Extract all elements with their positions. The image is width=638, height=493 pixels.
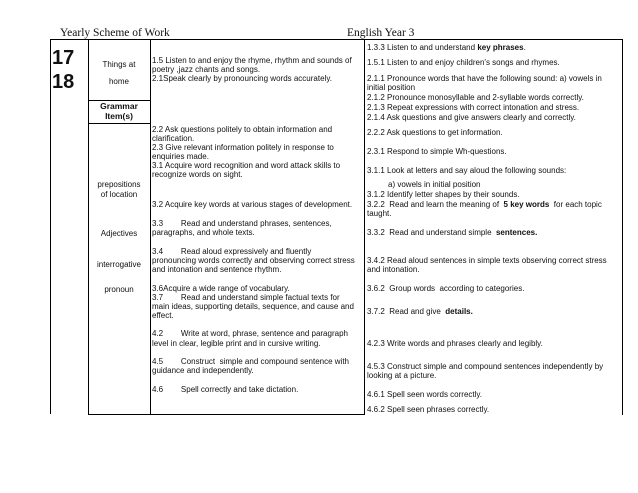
- header-left: Yearly Scheme of Work: [60, 27, 170, 39]
- objective-2-1-4: 2.1.4 Ask questions and give answers clearly and correctly.: [367, 113, 576, 122]
- col2-left-border: [150, 39, 151, 415]
- objective-2-1-1-cont: initial position: [367, 83, 416, 92]
- objective-2-2-2: 2.2.2 Ask questions to get information.: [367, 128, 503, 137]
- table-right-border: [622, 39, 623, 415]
- theme-label-2: home: [108, 77, 129, 86]
- standard-line: 3.1 Acquire word recognition and word attack skills to: [152, 161, 341, 170]
- grammar-heading-2: Item(s): [105, 111, 133, 121]
- standard-line: 3.2 Acquire key words at various stages of development.: [152, 200, 353, 209]
- standard-line: clarification.: [152, 134, 195, 143]
- grammar-heading: Grammar: [100, 101, 138, 111]
- objective-2-1-3: 2.1.3 Repeat expressions with correct intonation and stress.: [367, 103, 580, 112]
- objective-2-1-1: 2.1.1 Pronounce words that have the following sound: a) vowels in: [367, 74, 602, 83]
- objective-2-1-2: 2.1.2 Pronounce monosyllable and 2-syllable words correctly.: [367, 93, 584, 102]
- objective-4-5-3-cont: looking at a picture.: [367, 371, 437, 380]
- grammar-interrogative: interrogative: [96, 260, 142, 269]
- standard-line: 4.5 Construct simple and compound sentence with: [152, 357, 349, 366]
- standard-line: 2.3 Give relevant information politely in response to: [152, 143, 334, 152]
- objective-2-3-1: 2.3.1 Respond to simple Wh-questions.: [367, 147, 507, 156]
- col1-left-border: [88, 39, 89, 415]
- objective-3-7-2: 3.7.2 Read and give details.: [367, 307, 473, 316]
- objective-3-3-2: 3.3.2 Read and understand simple sentences.: [367, 228, 538, 237]
- table-bottom-border: [88, 414, 364, 415]
- grammar-adjectives: Adjectives: [100, 229, 138, 238]
- objective-3-1-1: 3.1.1 Look at letters and say aloud the following sounds:: [367, 166, 567, 175]
- theme-label: Things at: [102, 60, 136, 69]
- standard-line: 3.7 Read and understand simple factual texts for: [152, 293, 340, 302]
- standard-line: effect.: [152, 311, 174, 320]
- standard-line: 1.5 Listen to and enjoy the rhyme, rhythm and sounds of: [152, 56, 352, 65]
- col3-left-border: [364, 39, 365, 415]
- grammar-row-bottom: [88, 123, 150, 124]
- header-right: English Year 3: [347, 27, 415, 39]
- standard-line: and intonation and sentence rhythm.: [152, 265, 282, 274]
- standard-line: pronouncing words correctly and observing correct stress: [152, 256, 355, 265]
- grammar-pronoun: pronoun: [104, 285, 134, 294]
- objective-3-4-2: 3.4.2 Read aloud sentences in simple texts observing correct stress: [367, 256, 607, 265]
- table-top-border: [50, 39, 623, 40]
- standard-line: 3.6Acquire a wide range of vocabulary.: [152, 284, 290, 293]
- standard-line: level in clear, legible print and in cursive writing.: [152, 339, 321, 348]
- objective-4-6-1: 4.6.1 Spell seen words correctly.: [367, 390, 483, 399]
- standard-line: 2.1Speak clearly by pronouncing words accurately.: [152, 74, 332, 83]
- objective-1-3-3: 1.3.3 Listen to and understand key phrases.: [367, 43, 526, 52]
- standard-line: 3.3 Read and understand phrases, sentences,: [152, 219, 332, 228]
- week-number-18: 18: [52, 71, 75, 93]
- standard-line: 3.4 Read aloud expressively and fluently: [152, 247, 312, 256]
- objective-3-2-2-cont: taught.: [367, 209, 392, 218]
- table-left-border: [50, 39, 51, 414]
- standard-line: 2.2 Ask questions politely to obtain information and: [152, 125, 333, 134]
- week-number-17: 17: [52, 47, 75, 69]
- objective-4-6-2: 4.6.2 Spell seen phrases correctly.: [367, 405, 490, 414]
- objective-1-5-1: 1.5.1 Listen to and enjoy children's songs and rhymes.: [367, 58, 560, 67]
- standard-line: poetry ,jazz chants and songs.: [152, 65, 261, 74]
- standard-line: enquiries made.: [152, 152, 209, 161]
- grammar-prepositions: prepositions: [97, 180, 141, 189]
- objective-3-1-1-cont: a) vowels in initial position: [388, 180, 481, 189]
- grammar-prepositions-2: of location: [100, 190, 138, 199]
- standard-line: recognize words on sight.: [152, 170, 243, 179]
- objective-4-5-3: 4.5.3 Construct simple and compound sentences independently by: [367, 362, 604, 371]
- objective-3-6-2: 3.6.2 Group words according to categories.: [367, 284, 525, 293]
- objective-3-4-2-cont: and intonation.: [367, 265, 420, 274]
- standard-line: 4.2 Write at word, phrase, sentence and paragraph: [152, 329, 348, 338]
- standard-line: paragraphs, and whole texts.: [152, 228, 255, 237]
- objective-4-2-3: 4.2.3 Write words and phrases clearly and legibly.: [367, 339, 543, 348]
- standard-line: guidance and independently.: [152, 366, 254, 375]
- standard-line: 4.6 Spell correctly and take dictation.: [152, 385, 299, 394]
- standard-line: main ideas, supporting details, sequence, and cause and: [152, 302, 354, 311]
- objective-3-1-2: 3.1.2 Identify letter shapes by their sounds.: [367, 190, 520, 199]
- objective-3-2-2: 3.2.2 Read and learn the meaning of 5 key words for each topic: [367, 200, 602, 209]
